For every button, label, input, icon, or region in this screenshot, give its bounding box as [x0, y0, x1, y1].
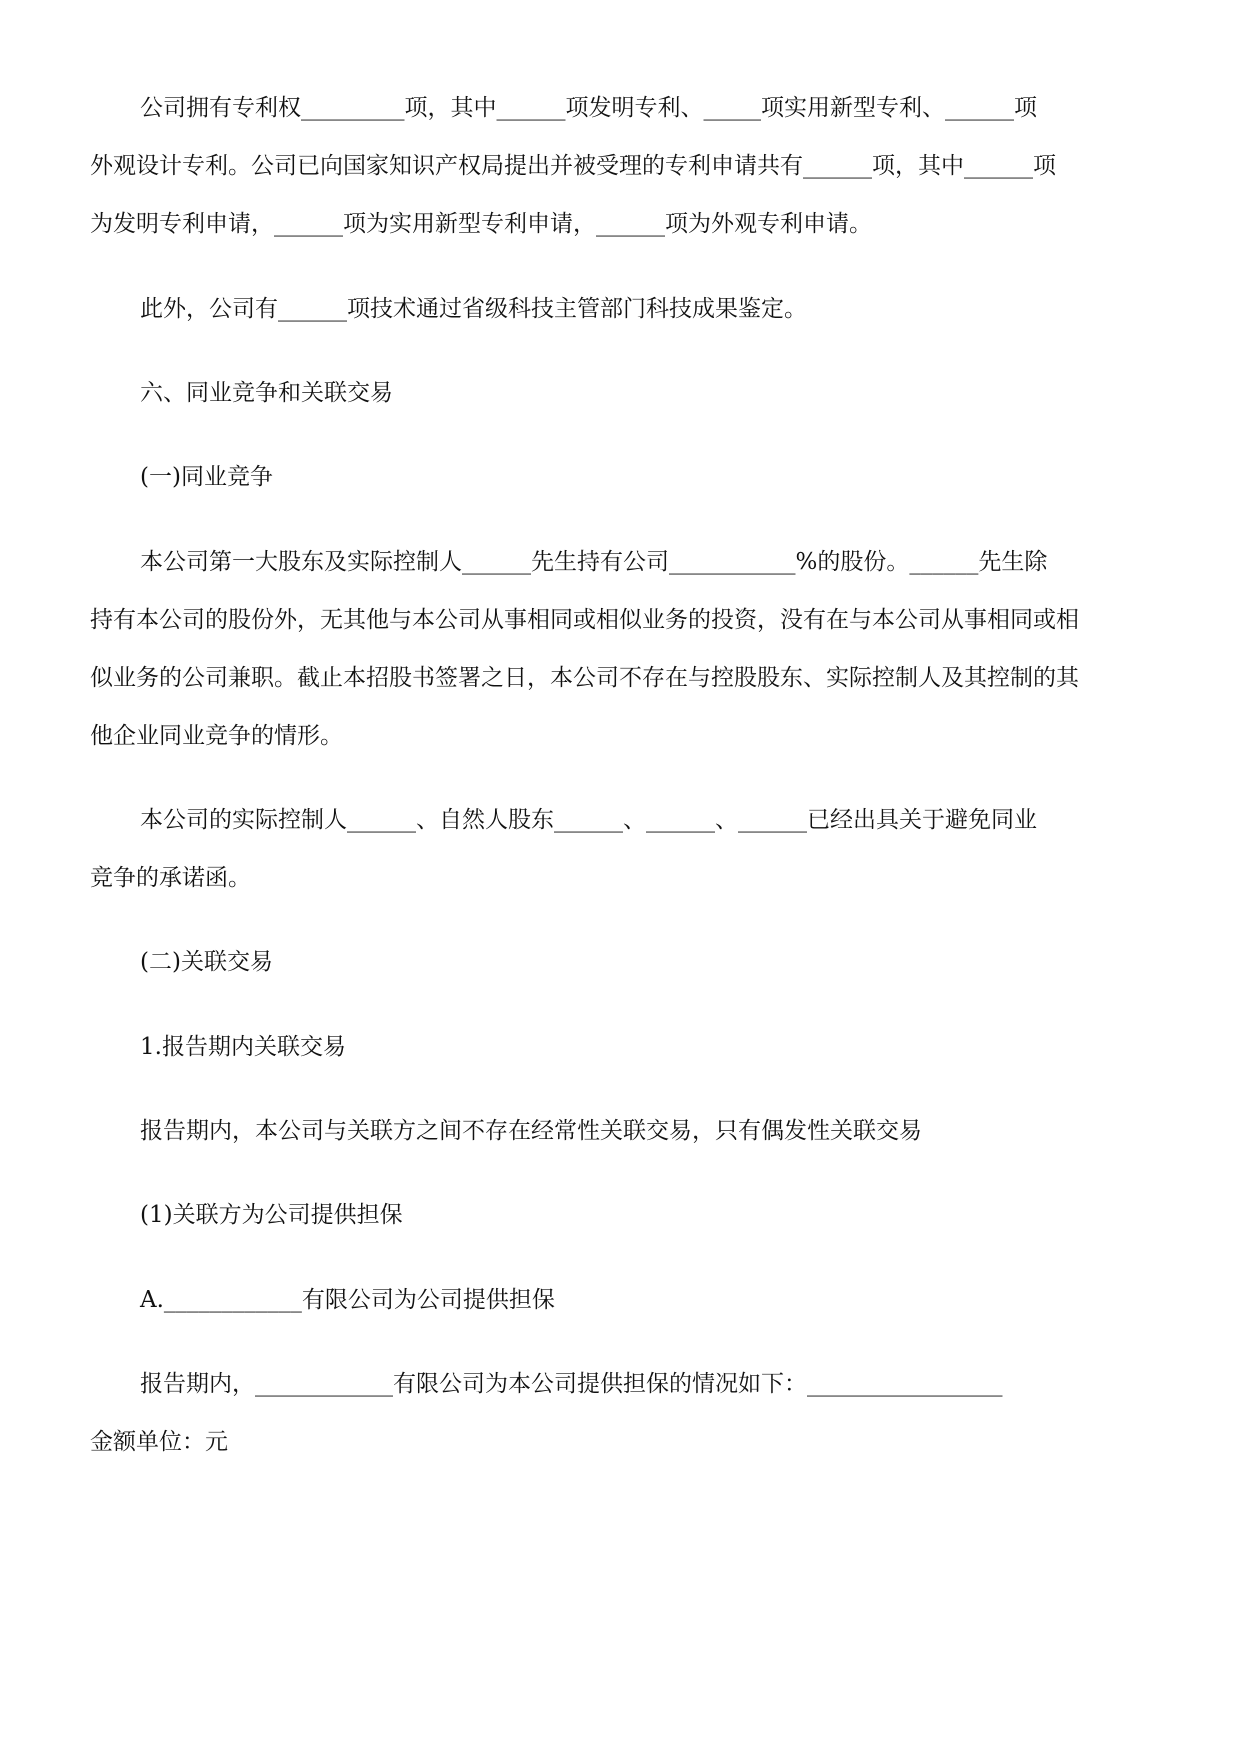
tech-appraisal-paragraph: 此外，公司有______项技术通过省级科技主管部门科技成果鉴定。: [140, 296, 807, 322]
shareholder-paragraph-line-4: 他企业同业竞争的情形。: [90, 723, 343, 749]
item-heading-period-transactions: 1.报告期内关联交易: [140, 1034, 346, 1060]
shareholder-paragraph-line-1: 本公司第一大股东及实际控制人______先生持有公司___________%的股份。______先生除: [140, 549, 1048, 575]
shareholder-paragraph-line-2: 持有本公司的股份外，无其他与本公司从事相同或相似业务的投资，没有在与本公司从事相同或相: [90, 607, 1079, 633]
item-heading-guarantee: (1)关联方为公司提供担保: [140, 1202, 403, 1228]
amount-unit-label: 金额单位：元: [90, 1429, 228, 1455]
section-heading-competition-related-transactions: 六、同业竞争和关联交易: [140, 380, 393, 406]
patent-paragraph-line-2: 外观设计专利。公司已向国家知识产权局提出并被受理的专利申请共有______项，其中______项: [90, 153, 1056, 179]
subheading-related-transactions: (二)关联交易: [140, 949, 273, 975]
guarantee-details-line-1: 报告期内，____________有限公司为本公司提供担保的情况如下：_________________: [140, 1371, 1003, 1397]
patent-paragraph-line-3: 为发明专利申请，______项为实用新型专利申请，______项为外观专利申请。: [90, 211, 872, 237]
item-heading-company-guarantee: A.____________有限公司为公司提供担保: [140, 1287, 555, 1313]
subheading-competition: (一)同业竞争: [140, 464, 273, 490]
commitment-paragraph-line-1: 本公司的实际控制人______、自然人股东______、______、______已经出具关于避免同业: [140, 807, 1037, 833]
patent-paragraph-line-1: 公司拥有专利权_________项，其中______项发明专利、_____项实用新型专利、______项: [140, 95, 1037, 121]
commitment-paragraph-line-2: 竞争的承诺函。: [90, 865, 251, 891]
period-transactions-paragraph: 报告期内，本公司与关联方之间不存在经常性关联交易，只有偶发性关联交易: [140, 1118, 922, 1144]
shareholder-paragraph-line-3: 似业务的公司兼职。截止本招股书签署之日，本公司不存在与控股股东、实际控制人及其控制的其: [90, 665, 1079, 691]
